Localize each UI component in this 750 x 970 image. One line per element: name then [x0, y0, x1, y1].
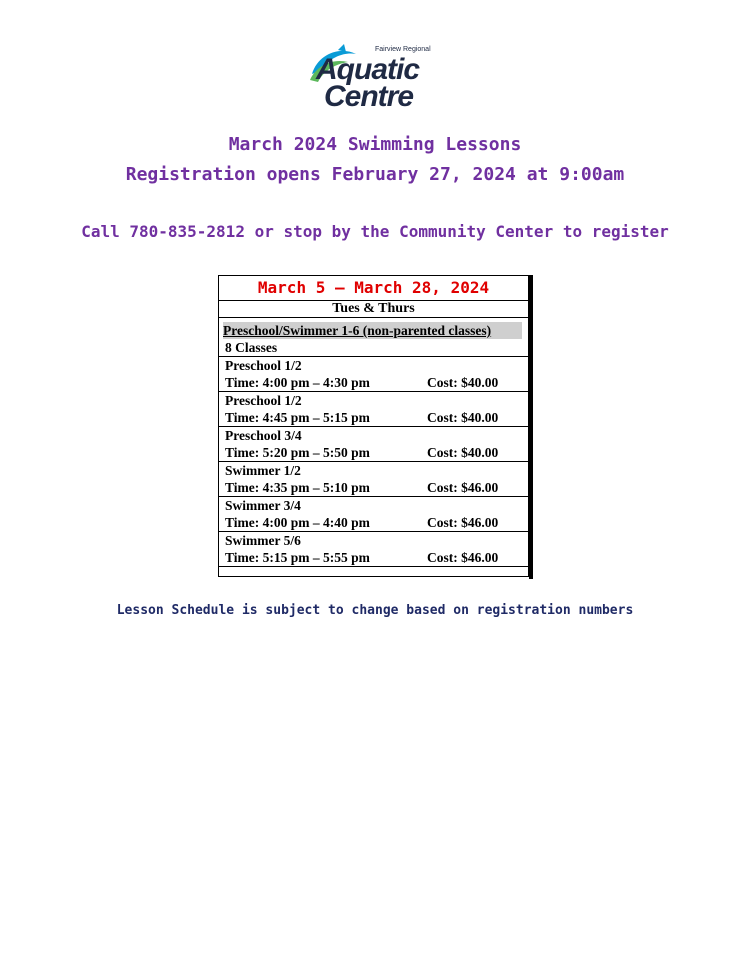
lesson-cost: Cost: $40.00 — [427, 445, 499, 460]
lesson-name: Swimmer 1/2 — [225, 463, 301, 478]
schedule-disclaimer: Lesson Schedule is subject to change based on registration numbers — [116, 603, 634, 618]
lesson-time: Time: 4:00 pm – 4:30 pm — [225, 375, 370, 390]
lesson-time: Time: 4:35 pm – 5:10 pm — [225, 480, 370, 495]
lesson-cost: Cost: $40.00 — [427, 410, 499, 425]
lesson-row — [219, 392, 528, 427]
lesson-name: Preschool 3/4 — [225, 428, 302, 443]
lesson-row — [219, 532, 528, 567]
lesson-cost: Cost: $46.00 — [427, 550, 499, 565]
lesson-schedule-table — [218, 275, 529, 577]
logo-centre: Centre — [324, 80, 414, 113]
lesson-name: Preschool 1/2 — [225, 393, 302, 408]
schedule-dates: March 5 – March 28, 2024 — [219, 276, 528, 301]
schedule-days: Tues & Thurs — [219, 301, 528, 318]
lesson-time: Time: 4:00 pm – 4:40 pm — [225, 515, 370, 530]
lesson-time: Time: 4:45 pm – 5:15 pm — [225, 410, 370, 425]
lesson-row — [219, 427, 528, 462]
lesson-time: Time: 5:20 pm – 5:50 pm — [225, 445, 370, 460]
aquatic-centre-logo — [308, 40, 438, 112]
logo-region: Fairview Regional — [375, 46, 431, 53]
class-count: 8 Classes — [219, 339, 528, 357]
lesson-row — [219, 497, 528, 532]
lesson-cost: Cost: $46.00 — [427, 515, 499, 530]
lesson-name: Preschool 1/2 — [225, 358, 302, 373]
lesson-name: Swimmer 5/6 — [225, 533, 301, 548]
logo-aquatic: Aquatic — [316, 53, 420, 86]
lesson-cost: Cost: $46.00 — [427, 480, 499, 495]
lesson-row — [219, 357, 528, 392]
schedule-section-heading: Preschool/Swimmer 1-6 (non-parented classes) — [223, 322, 522, 339]
registration-date: Registration opens February 27, 2024 at 9:00am — [125, 164, 625, 185]
call-to-register: Call 780-835-2812 or stop by the Community Center to register — [81, 222, 669, 241]
page-title: March 2024 Swimming Lessons — [228, 134, 522, 155]
lesson-name: Swimmer 3/4 — [225, 498, 301, 513]
lesson-time: Time: 5:15 pm – 5:55 pm — [225, 550, 370, 565]
lesson-row — [219, 462, 528, 497]
lesson-cost: Cost: $40.00 — [427, 375, 499, 390]
